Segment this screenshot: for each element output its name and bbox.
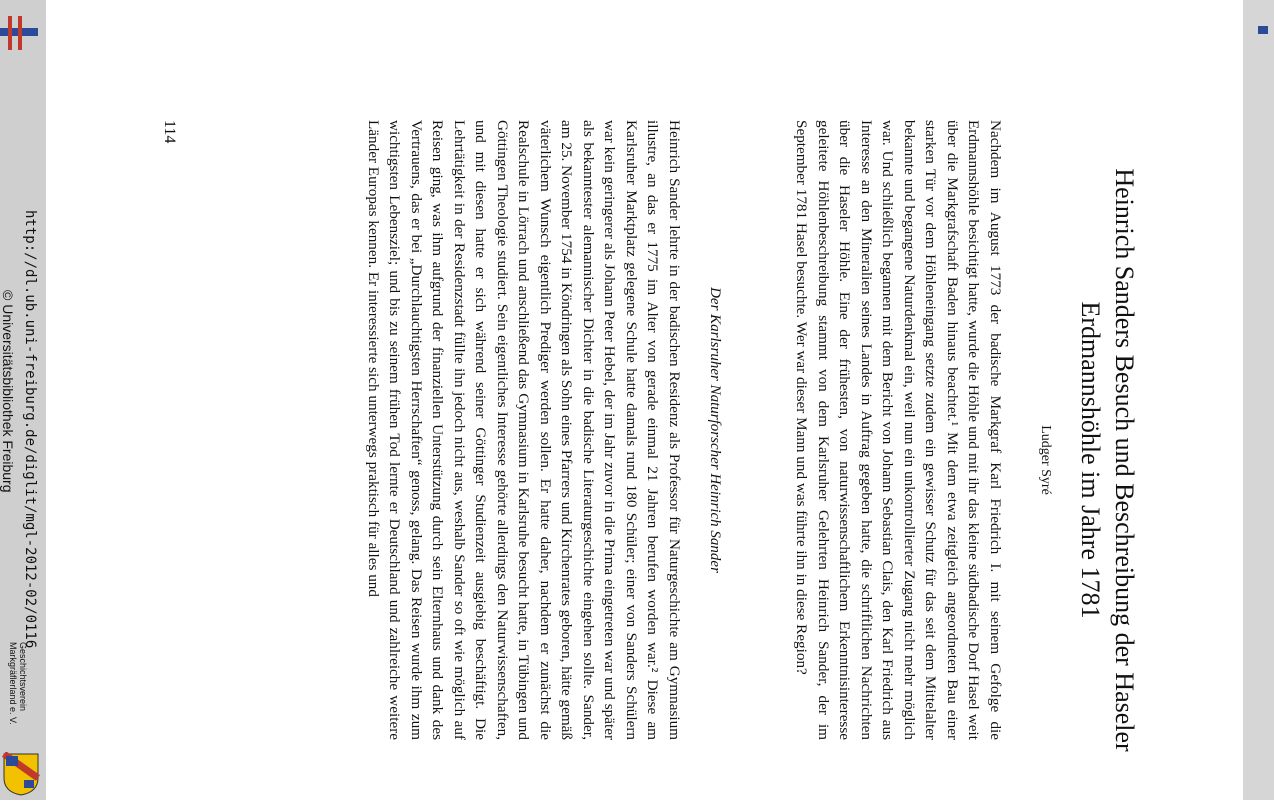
coat-of-arms-icon (2, 752, 40, 796)
source-url-link[interactable]: http://dl.ub.uni-freiburg.de/diglit/mgl-2012-02/0116 (22, 210, 38, 649)
body-paragraph: Heinrich Sander lehrte in der badischen Residenz als Professor für Naturgeschichte am Gymnasium illustre, an das er 1775 im Alter von gerade einmal 21 Jahren berufen worden war.² Diese am Karlsruher Marktplatz gelegene Schule hatte damals rund 180 Schüler; einer von Sanders Schülern war kein geringerer als Johann Peter Hebel, der im Jahr zuvor in die Prima eingetreten war und später als bekanntester alemannischer Dichter in die badische Literaturgeschichte eingehen sollte. Sander, am 25. November 1754 in Köndringen als Sohn eines Pfarrers und Kirchenrates geboren, hätte gemäß väterlichem Wunsch eigentlich Prediger werden sollen. Er hatte daher, nachdem er zunächst die Realschule in Lörrach und anschließend das Gymnasium in Karlsruhe besucht hatte, in Tübingen und Göttingen Theologie studiert. Sein eigentliches Interesse gehörte allerdings den Naturwissenschaften, und mit diesen hatte er sich während seiner Göttinger Studienzeit ausgiebig beschäftigt. Die Lehrtätigkeit in der Residenzstadt füllte ihn jedoch nicht aus, weshalb Sander so oft wie möglich auf Reisen ging, was ihm aufgrund der finanziellen Unterstützung durch sein Elternhaus und dank des Vertrauens, das er bei „Durchlauchtigsten Herrschaften“ genoss, gelang. Das Reisen wurde ihm zum wichtigsten Lebensziel; und bis zu seinem frühen Tod lernte er Deutschland und zahlreiche weitere Länder Europas kennen. Er interessierte sich unterwegs praktisch für alles und (365, 120, 683, 740)
partial-logo-icon (1258, 20, 1268, 40)
section-heading: Der Karlsruher Naturforscher Heinrich Sander (707, 287, 723, 573)
society-name (8, 642, 28, 725)
author-name: Ludger Syré (1038, 425, 1053, 495)
society-line: Geschichtsverein (18, 642, 28, 712)
page-title: Heinrich Sanders Besuch und Beschreibung der Haseler Erdmannshöhle im Jahre 1781 (1076, 168, 1139, 752)
copyright-notice: © Universitätsbibliothek Freiburg (0, 290, 16, 493)
society-line: Markgräflerland e. V. (8, 642, 18, 725)
document-page (141, 120, 1141, 800)
page-number: 114 (161, 120, 178, 144)
university-logo-icon (0, 8, 40, 54)
body-paragraph: Nachdem im August 1773 der badische Markgraf Karl Friedrich I. mit seinem Gefolge die Erdmannshöhle besichtigt hatte, wurde die Höhle und mit ihr das kleine südbadische Dorf Hasel weit über die Markgrafschaft Baden hinaus beachtet.¹ Mit dem etwa zeitgleich angeordneten Bau einer starken Tür vor dem Höhleneingang setzte zudem ein gewisser Schutz für das seit dem Mittelalter bekannte und begangene Naturdenkmal ein, weil nun ein unkontrollierter Zugang nicht mehr möglich war. Und schließlich begannen mit dem Bericht von Johann Sebastian Clais, den Karl Friedrich aus Interesse an den Mineralien seines Landes in Auftrag gegeben hatte, die schriftlichen Nachrichten über die Haseler Höhle. Eine der frühesten, von naturwissenschaftlichem Erkenntnisinteresse geleitete Höhlenbeschreibung stammt von dem Karlsruher Gelehrten Heinrich Sander, der im September 1781 Hasel besuchte. Wer war dieser Mann und was führte ihn in diese Region? (793, 120, 1004, 740)
right-margin-strip (1243, 0, 1274, 800)
